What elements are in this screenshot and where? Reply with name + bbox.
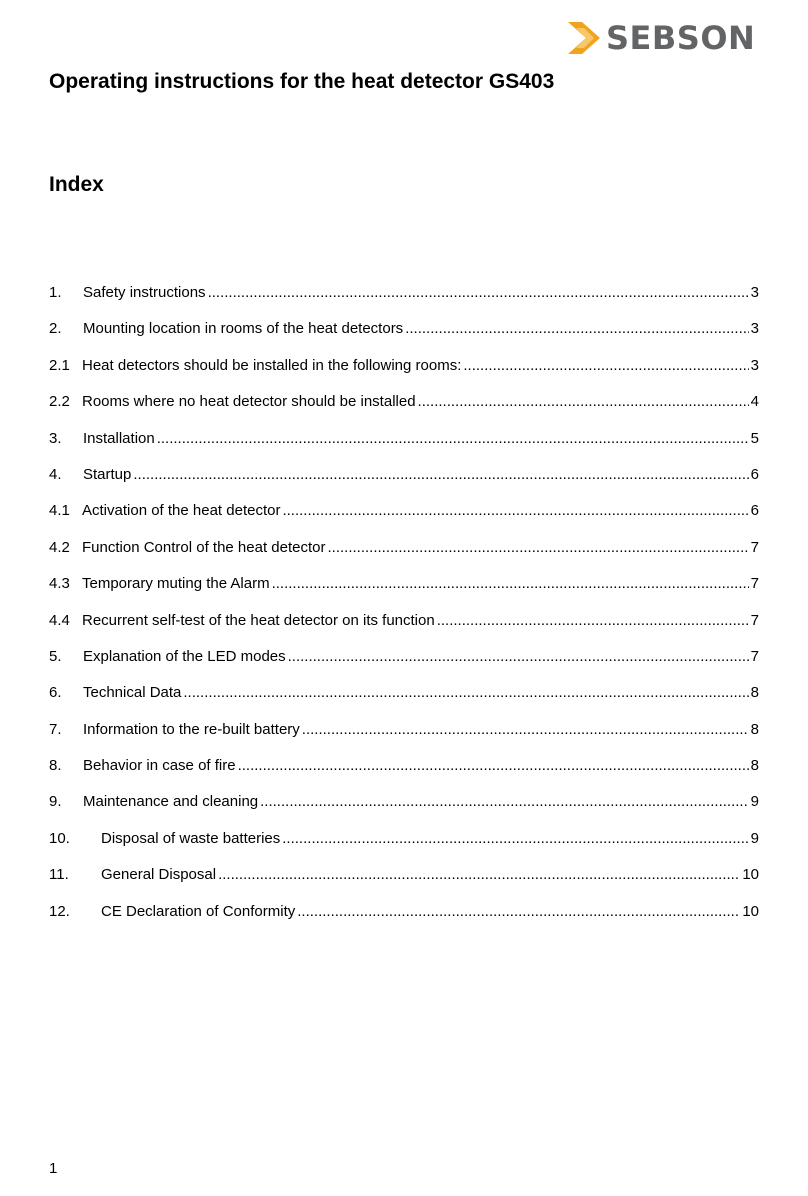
toc-entry-label: Maintenance and cleaning [83, 793, 259, 811]
toc-dot-leader [437, 611, 749, 631]
toc-entry-label: Activation of the heat detector [82, 502, 281, 520]
toc-dot-leader [463, 356, 748, 376]
toc-entry-number: 6. [49, 684, 62, 702]
toc-entry-number: 3. [49, 429, 62, 447]
toc-entry[interactable] [49, 902, 759, 938]
toc-entry-page: 7 [750, 538, 759, 556]
toc-entry-page: 10 [742, 902, 759, 920]
toc-entry-page: 5 [750, 429, 759, 447]
index-heading: Index [49, 173, 104, 196]
toc-entry-label: CE Declaration of Conformity [101, 902, 296, 920]
toc-entry[interactable] [49, 392, 759, 428]
toc-entry-label: Behavior in case of fire [83, 757, 236, 775]
toc-entry[interactable] [49, 465, 759, 501]
toc-entry-label: Recurrent self-test of the heat detector on its function [82, 611, 435, 629]
toc-entry[interactable] [49, 611, 759, 647]
toc-entry-number: 4.1 [49, 502, 70, 520]
toc-dot-leader [302, 720, 749, 740]
toc-entry-number: 7. [49, 720, 62, 738]
toc-entry-page: 7 [750, 647, 759, 665]
logo-text: SEBSON [606, 19, 756, 57]
toc-dot-leader [183, 683, 748, 703]
toc-dot-leader [288, 647, 749, 667]
toc-entry[interactable] [49, 683, 759, 719]
toc-entry[interactable] [49, 574, 759, 610]
page-number: 1 [49, 1160, 58, 1177]
toc-entry[interactable] [49, 501, 759, 537]
toc-entry-number: 2.1 [49, 356, 70, 374]
toc-entry-label: Function Control of the heat detector [82, 538, 326, 556]
toc-dot-leader [208, 283, 749, 303]
toc-entry-number: 4. [49, 465, 62, 483]
toc-entry-page: 8 [750, 720, 759, 738]
toc-entry-page: 6 [750, 465, 759, 483]
toc-entry-label: Installation [83, 429, 155, 447]
toc-entry[interactable] [49, 865, 759, 901]
toc-entry-number: 2. [49, 320, 62, 338]
toc-entry-number: 4.3 [49, 575, 70, 593]
toc-entry-number: 12. [49, 902, 70, 920]
toc-entry-page: 8 [750, 684, 759, 702]
toc-entry-label: Temporary muting the Alarm [82, 575, 270, 593]
toc-dot-leader [260, 792, 749, 812]
toc-dot-leader [218, 865, 740, 885]
toc-dot-leader [418, 392, 749, 412]
toc-entry-page: 4 [750, 393, 759, 411]
chevron-logo-icon [566, 20, 606, 56]
toc-entry[interactable] [49, 319, 759, 355]
toc-entry[interactable] [49, 538, 759, 574]
toc-entry[interactable] [49, 429, 759, 465]
toc-entry-page: 3 [750, 320, 759, 338]
toc-entry-label: Startup [83, 465, 132, 483]
toc-entry-label: Explanation of the LED modes [83, 647, 286, 665]
toc-entry-page: 7 [750, 611, 759, 629]
toc-entry-label: Information to the re-built battery [83, 720, 300, 738]
toc-entry-label: Safety instructions [83, 284, 206, 301]
toc-dot-leader [297, 902, 740, 922]
toc-entry-label: Mounting location in rooms of the heat detectors [83, 320, 404, 338]
toc-entry-page: 7 [750, 575, 759, 593]
toc-dot-leader [157, 429, 749, 449]
toc-dot-leader [405, 319, 748, 339]
document-title: Operating instructions for the heat detector GS403 [49, 70, 555, 93]
toc-entry-page: 10 [742, 866, 759, 884]
toc-entry-label: Technical Data [83, 684, 182, 702]
toc-entry[interactable] [49, 792, 759, 828]
toc-entry-number: 8. [49, 757, 62, 775]
table-of-contents [49, 283, 759, 938]
toc-entry-page: 6 [750, 502, 759, 520]
toc-entry-page: 8 [750, 757, 759, 775]
toc-dot-leader [282, 501, 748, 521]
toc-entry[interactable] [49, 720, 759, 756]
toc-dot-leader [282, 829, 748, 849]
toc-entry-label: Rooms where no heat detector should be installed [82, 393, 416, 411]
toc-entry-page: 9 [750, 829, 759, 847]
toc-dot-leader [272, 574, 749, 594]
toc-entry-page: 9 [750, 793, 759, 811]
toc-entry-number: 9. [49, 793, 62, 811]
toc-dot-leader [238, 756, 749, 776]
toc-entry[interactable] [49, 283, 759, 319]
toc-entry-page: 3 [750, 284, 759, 301]
toc-entry[interactable] [49, 356, 759, 392]
toc-entry-number: 2.2 [49, 393, 70, 411]
sebson-logo [566, 18, 762, 58]
toc-entry-label: Disposal of waste batteries [101, 829, 281, 847]
toc-entry-label: Heat detectors should be installed in the following rooms: [82, 356, 462, 374]
toc-dot-leader [327, 538, 748, 558]
toc-dot-leader [133, 465, 748, 485]
toc-entry-number: 11. [49, 866, 69, 884]
toc-entry-label: General Disposal [101, 866, 217, 884]
toc-entry[interactable] [49, 756, 759, 792]
toc-entry-number: 4.2 [49, 538, 70, 556]
toc-entry-number: 1. [49, 284, 62, 301]
toc-entry[interactable] [49, 829, 759, 865]
toc-entry[interactable] [49, 647, 759, 683]
toc-entry-number: 5. [49, 647, 62, 665]
toc-entry-number: 10. [49, 829, 70, 847]
toc-entry-number: 4.4 [49, 611, 70, 629]
toc-entry-page: 3 [750, 356, 759, 374]
